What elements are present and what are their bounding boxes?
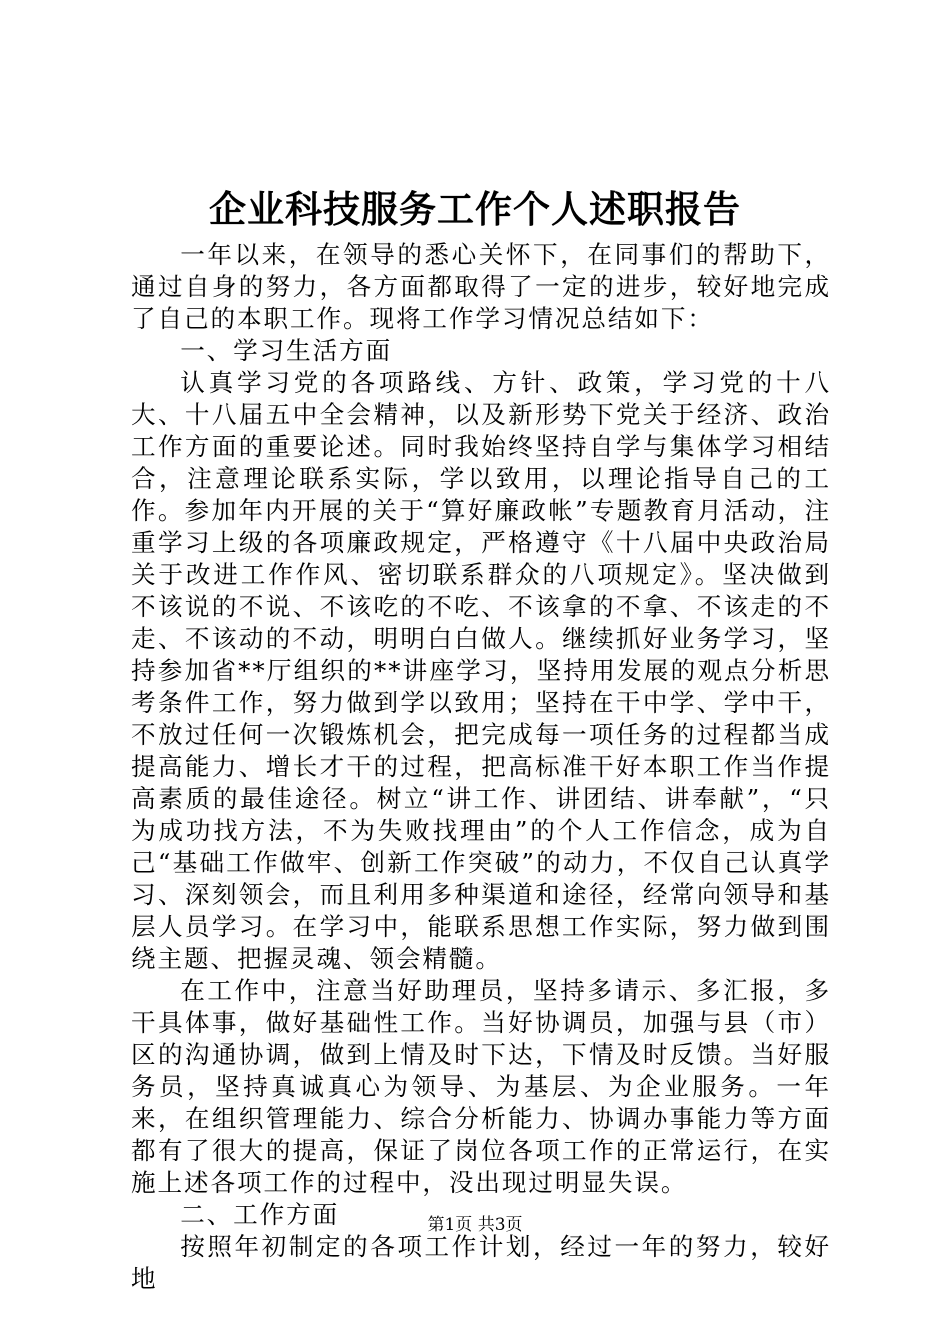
study-paragraph: 认真学习党的各项路线、方针、政策，学习党的十八大、十八届五中全会精神，以及新形势下党关于经济、政治工作方面的重要论述。同时我始终坚持自学与集体学习相结合，注意理论联系实际，学以致用，以理论指导自己的工作。参加年内开展的关于“算好廉政帐”专题教育月活动，注重学习上级的各项廉政规定，严格遵守《十八届中央政治局关于改进工作作风、密切联系群众的八项规定》。坚决做到不该说的不说、不该吃的不吃、不该拿的不拿、不该走的不走、不该动的不动，明明白白做人。继续抓好业务学习，坚持参加省**厅组织的**讲座学习，坚持用发展的观点分析思考条件工作，努力做到学以致用；坚持在干中学、学中干，不放过任何一次锻炼机会，把完成每一项任务的过程都当成提高能力、增长才干的过程，把高标准干好本职工作当作提高素质的最佳途径。树立“讲工作、讲团结、讲奉献”，“只为成功找方法，不为失败找理由”的个人工作信念，成为自己“基础工作做牢、创新工作突破”的动力，不仅自己认真学习、深刻领会，而且利用多种渠道和途径，经常向领导和基层人员学习。在学习中，能联系思想工作实际，努力做到围绕主题、把握灵魂、领会精髓。 — [131, 368, 831, 973]
document-body — [131, 239, 831, 1295]
work-attitude-paragraph: 在工作中，注意当好助理员，坚持多请示、多汇报，多干具体事，做好基础性工作。当好协调员，加强与县（市）区的沟通协调，做到上情及时下达，下情及时反馈。当好服务员，坚持真诚真心为领导、为基层、为企业服务。一年来，在组织管理能力、综合分析能力、协调办事能力等方面都有了很大的提高，保证了岗位各项工作的正常运行，在实施上述各项工作的过程中，没出现过明显失误。 — [131, 976, 831, 1197]
intro-paragraph: 一年以来，在领导的悉心关怀下，在同事们的帮助下，通过自身的努力，各方面都取得了一定的进步，较好地完成了自己的本职工作。现将工作学习情况总结如下： — [131, 240, 831, 333]
page-footer: 第1页 共3页 — [427, 1215, 523, 1235]
section-heading-study: 一、学习生活方面 — [180, 336, 393, 365]
document-title: 企业科技服务工作个人述职报告 — [209, 187, 741, 231]
section-heading-work: 二、工作方面 — [180, 1200, 340, 1229]
work-paragraph: 按照年初制定的各项工作计划，经过一年的努力，较好地 — [131, 1232, 831, 1293]
